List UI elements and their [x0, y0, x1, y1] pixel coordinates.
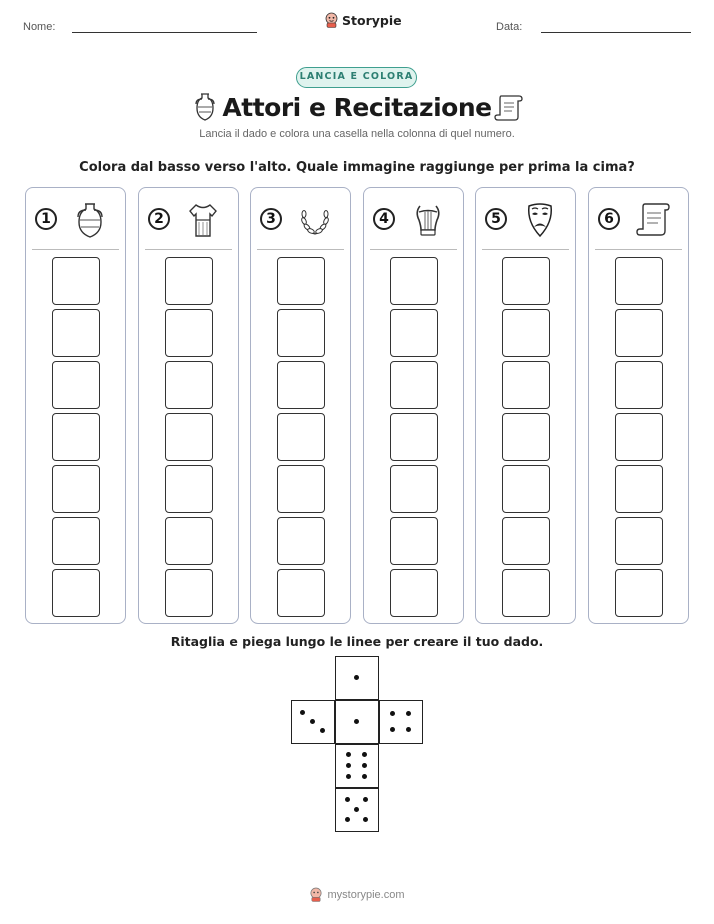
name-line[interactable] [72, 32, 257, 33]
column-number: 2 [148, 208, 170, 230]
color-box[interactable] [502, 569, 550, 617]
column-2 [138, 187, 239, 624]
dice-face [291, 700, 335, 744]
dice-pip [362, 763, 367, 768]
color-box[interactable] [165, 413, 213, 461]
color-box[interactable] [615, 361, 663, 409]
dice-pip [362, 752, 367, 757]
dice-pip [345, 797, 350, 802]
dice-pip [346, 763, 351, 768]
theater-mask-icon [522, 200, 558, 240]
footer-url: mystorypie.com [327, 888, 405, 901]
color-box[interactable] [52, 465, 100, 513]
dice-pip [362, 774, 367, 779]
instruction-dice: Ritaglia e piega lungo le linee per creare il tuo dado. [170, 634, 544, 649]
column-divider [595, 249, 682, 250]
dice-face [335, 656, 379, 700]
color-box[interactable] [390, 309, 438, 357]
dice-pip [346, 752, 351, 757]
brand-logo [324, 12, 402, 28]
amphora-icon [72, 200, 108, 240]
color-box[interactable] [52, 569, 100, 617]
name-label: Nome: [23, 21, 56, 33]
color-box[interactable] [277, 309, 325, 357]
dice-pip [390, 727, 395, 732]
color-box[interactable] [390, 257, 438, 305]
color-box[interactable] [615, 257, 663, 305]
color-box[interactable] [277, 465, 325, 513]
column-number: 5 [485, 208, 507, 230]
column-4 [363, 187, 464, 624]
dice-pip [354, 675, 359, 680]
dice-pip [345, 817, 350, 822]
color-box[interactable] [165, 257, 213, 305]
dice-face [335, 744, 379, 788]
dice-pip [406, 711, 411, 716]
dice-pip [390, 711, 395, 716]
color-box[interactable] [390, 361, 438, 409]
date-line[interactable] [541, 32, 691, 33]
dice-pip [406, 727, 411, 732]
color-box[interactable] [615, 309, 663, 357]
color-box[interactable] [615, 517, 663, 565]
instruction-top: Colora dal basso verso l'alto. Quale immagine raggiunge per prima la cima? [79, 160, 635, 175]
column-divider [370, 249, 457, 250]
color-box[interactable] [52, 309, 100, 357]
dice-pip [354, 719, 359, 724]
color-box[interactable] [390, 413, 438, 461]
column-5 [475, 187, 576, 624]
color-box[interactable] [165, 569, 213, 617]
lyre-icon [410, 200, 446, 240]
color-box[interactable] [390, 569, 438, 617]
column-1 [25, 187, 126, 624]
color-box[interactable] [52, 361, 100, 409]
color-box[interactable] [277, 361, 325, 409]
dice-pip [300, 710, 305, 715]
activity-badge: LANCIA E COLORA [296, 67, 417, 88]
color-box[interactable] [165, 361, 213, 409]
color-box[interactable] [502, 413, 550, 461]
dice-pip [363, 797, 368, 802]
color-box[interactable] [502, 257, 550, 305]
column-number: 4 [373, 208, 395, 230]
color-box[interactable] [390, 465, 438, 513]
dice-pip [310, 719, 315, 724]
color-box[interactable] [277, 517, 325, 565]
scroll-icon [635, 200, 671, 240]
color-box[interactable] [390, 517, 438, 565]
column-divider [482, 249, 569, 250]
page-title: Attori e Recitazione [222, 93, 492, 122]
dice-pip [354, 807, 359, 812]
color-box[interactable] [502, 465, 550, 513]
footer [0, 887, 714, 902]
color-box[interactable] [277, 257, 325, 305]
color-box[interactable] [615, 569, 663, 617]
laurel-wreath-icon [297, 200, 333, 240]
color-box[interactable] [615, 465, 663, 513]
color-box[interactable] [502, 309, 550, 357]
color-box[interactable] [165, 309, 213, 357]
color-box[interactable] [615, 413, 663, 461]
storypie-mascot-icon [324, 12, 339, 28]
color-box[interactable] [165, 465, 213, 513]
dice-face [335, 700, 379, 744]
dice-pip [320, 728, 325, 733]
color-box[interactable] [52, 517, 100, 565]
color-box[interactable] [52, 413, 100, 461]
column-divider [32, 249, 119, 250]
date-label: Data: [496, 21, 523, 33]
scroll-icon [494, 93, 524, 123]
color-box[interactable] [52, 257, 100, 305]
color-box[interactable] [277, 569, 325, 617]
tunic-icon [185, 200, 221, 240]
dice-pip [363, 817, 368, 822]
dice-face [335, 788, 379, 832]
storypie-mascot-icon [309, 887, 323, 902]
dice-face [379, 700, 423, 744]
column-divider [145, 249, 232, 250]
color-box[interactable] [502, 517, 550, 565]
column-divider [257, 249, 344, 250]
column-number: 1 [35, 208, 57, 230]
brand-name: Storypie [342, 12, 402, 28]
color-box[interactable] [277, 413, 325, 461]
color-box[interactable] [502, 361, 550, 409]
column-number: 6 [598, 208, 620, 230]
column-6 [588, 187, 689, 624]
dice-pip [346, 774, 351, 779]
column-number: 3 [260, 208, 282, 230]
page-subtitle: Lancia il dado e colora una casella nella colonna di quel numero. [199, 128, 515, 140]
color-box[interactable] [165, 517, 213, 565]
column-3 [250, 187, 351, 624]
